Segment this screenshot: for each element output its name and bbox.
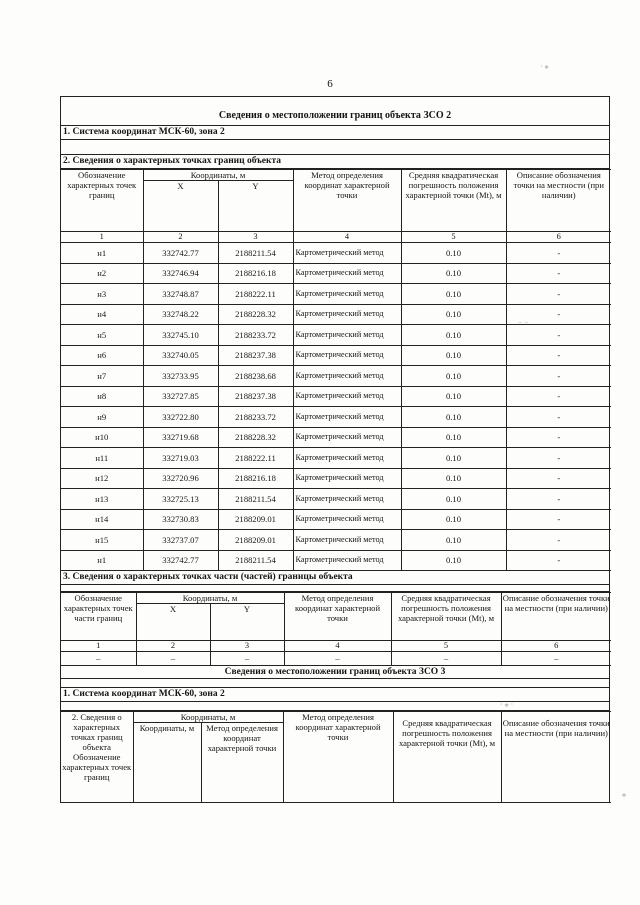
zso2-part-spacer [61, 585, 609, 592]
point-name-cell: н1 [61, 550, 143, 571]
zso3-header-designation-label: Обозначение характерных точек границ [62, 752, 132, 782]
header-point-designation: Обозначение характерных точек границ [61, 170, 143, 232]
x-cell: 332720.96 [143, 468, 218, 489]
y-cell: 2188211.54 [218, 489, 293, 510]
zso2-title: Сведения о местоположении границ объекта ЗСО 2 [61, 97, 609, 126]
description-cell: - [506, 448, 611, 469]
zso2-points-section-title: 2. Сведения о характерных точках границ объекта [61, 155, 609, 169]
y-cell: 2188209.01 [218, 509, 293, 530]
point-name-cell: н8 [61, 386, 143, 407]
zso3-header-designation [61, 712, 133, 803]
description-cell: - [506, 489, 611, 510]
method-cell: Картометрический метод [293, 407, 401, 428]
column-number: 5 [391, 641, 501, 652]
part-empty-row [61, 652, 611, 666]
point-name-cell: н15 [61, 530, 143, 551]
zso3-header-method-sub: Метод определения координат характерной точки [201, 723, 283, 803]
x-cell: 332719.68 [143, 427, 218, 448]
x-cell: 332746.94 [143, 263, 218, 284]
point-name-cell: н9 [61, 407, 143, 428]
table-row [61, 509, 611, 530]
y-cell: 2188216.18 [218, 468, 293, 489]
table-row [61, 304, 611, 325]
header-y: Y [218, 181, 293, 232]
mean-error-cell: 0.10 [401, 284, 506, 305]
zso3-title: Сведения о местоположении границ объекта ЗСО 3 [61, 666, 609, 679]
scan-speck: · ⁎ [540, 62, 549, 71]
method-cell: Картометрический метод [293, 509, 401, 530]
point-name-cell: н6 [61, 345, 143, 366]
table-row [61, 345, 611, 366]
description-cell: - [506, 325, 611, 346]
mean-error-cell: 0.10 [401, 489, 506, 510]
description-cell: - [506, 284, 611, 305]
zso3-header-section-label: 2. Сведения о характерных точках границ объекта [70, 712, 123, 752]
description-cell: - [506, 407, 611, 428]
x-cell: 332748.22 [143, 304, 218, 325]
part-header-designation: Обозначение характерных точек части границ [61, 593, 136, 641]
description-cell: - [506, 243, 611, 264]
y-cell: 2188237.38 [218, 386, 293, 407]
y-cell: 2188233.72 [218, 325, 293, 346]
description-cell: - [506, 366, 611, 387]
y-cell: 2188209.01 [218, 530, 293, 551]
y-cell: 2188211.54 [218, 550, 293, 571]
part-header-method: Метод определения координат характерной точки [284, 593, 391, 641]
part-header-x: X [136, 604, 210, 641]
column-number: 2 [143, 232, 218, 243]
header-mean-error: Средняя квадратическая погрешность положения характерной точки (Mt), м [401, 170, 506, 232]
header-description: Описание обозначения точки на местности (при наличии) [506, 170, 611, 232]
column-number: 1 [61, 232, 143, 243]
mean-error-cell: 0.10 [401, 448, 506, 469]
point-name-cell: н13 [61, 489, 143, 510]
description-cell: - [506, 509, 611, 530]
table-cell: – [61, 652, 136, 666]
column-numbers-row [61, 232, 611, 243]
description-cell: - [506, 304, 611, 325]
zso3-coordinate-system: 1. Система координат МСК-60, зона 2 [61, 688, 609, 702]
method-cell: Картометрический метод [293, 386, 401, 407]
table-row [61, 489, 611, 510]
y-cell: 2188233.72 [218, 407, 293, 428]
table-row [61, 530, 611, 551]
table-row [61, 407, 611, 428]
point-name-cell: н1 [61, 243, 143, 264]
description-cell: - [506, 345, 611, 366]
mean-error-cell: 0.10 [401, 366, 506, 387]
y-cell: 2188238.68 [218, 366, 293, 387]
x-cell: 332722.80 [143, 407, 218, 428]
point-name-cell: н10 [61, 427, 143, 448]
method-cell: Картометрический метод [293, 530, 401, 551]
method-cell: Картометрический метод [293, 263, 401, 284]
table-row [61, 366, 611, 387]
y-cell: 2188216.18 [218, 263, 293, 284]
point-name-cell: н5 [61, 325, 143, 346]
column-number: 6 [501, 641, 611, 652]
part-header-mean-error: Средняя квадратическая погрешность положения характерной точки (Mt), м [391, 593, 501, 641]
table-row [61, 243, 611, 264]
column-number: 5 [401, 232, 506, 243]
zso3-header-description: Описание обозначения точки на местности (при наличии) [501, 712, 611, 803]
scan-speck: ⁻ ⁻ [518, 320, 529, 329]
table-cell: – [136, 652, 210, 666]
column-number: 1 [61, 641, 136, 652]
zso3-header-method: Метод определения координат характерной точки [283, 712, 393, 803]
mean-error-cell: 0.10 [401, 263, 506, 284]
method-cell: Картометрический метод [293, 550, 401, 571]
part-header-y: Y [210, 604, 284, 641]
part-header-description: Описание обозначения точки на местности (при наличии) [501, 593, 611, 641]
description-cell: - [506, 550, 611, 571]
zso2-coordinate-system: 1. Система координат МСК-60, зона 2 [61, 126, 609, 140]
column-number: 6 [506, 232, 611, 243]
point-name-cell: н7 [61, 366, 143, 387]
method-cell: Картометрический метод [293, 366, 401, 387]
description-cell: - [506, 427, 611, 448]
mean-error-cell: 0.10 [401, 468, 506, 489]
y-cell: 2188228.32 [218, 304, 293, 325]
page-number: 6 [327, 78, 333, 90]
table-cell: – [391, 652, 501, 666]
method-cell: Картометрический метод [293, 284, 401, 305]
method-cell: Картометрический метод [293, 345, 401, 366]
x-cell: 332742.77 [143, 243, 218, 264]
method-cell: Картометрический метод [293, 325, 401, 346]
x-cell: 332748.87 [143, 284, 218, 305]
zso3-header-mean-error: Средняя квадратическая погрешность положения характерной точки (Mt), м [393, 712, 501, 803]
zso2-part-table [61, 592, 611, 666]
mean-error-cell: 0.10 [401, 386, 506, 407]
zso2-block [60, 96, 610, 803]
x-cell: 332730.83 [143, 509, 218, 530]
table-cell: – [210, 652, 284, 666]
y-cell: 2188222.11 [218, 284, 293, 305]
table-cell: – [284, 652, 391, 666]
x-cell: 332740.05 [143, 345, 218, 366]
part-column-numbers-row [61, 641, 611, 652]
x-cell: 332727.85 [143, 386, 218, 407]
zso3-header-coordinates-sub: Координаты, м [133, 723, 201, 803]
mean-error-cell: 0.10 [401, 509, 506, 530]
zso3-points-table [61, 711, 611, 803]
column-number: 3 [210, 641, 284, 652]
method-cell: Картометрический метод [293, 427, 401, 448]
mean-error-cell: 0.10 [401, 304, 506, 325]
mean-error-cell: 0.10 [401, 427, 506, 448]
x-cell: 332719.03 [143, 448, 218, 469]
y-cell: 2188211.54 [218, 243, 293, 264]
mean-error-cell: 0.10 [401, 550, 506, 571]
y-cell: 2188237.38 [218, 345, 293, 366]
header-coordinates: Координаты, м [143, 170, 293, 181]
zso2-points-table [61, 169, 611, 571]
column-number: 3 [218, 232, 293, 243]
x-cell: 332745.10 [143, 325, 218, 346]
mean-error-cell: 0.10 [401, 407, 506, 428]
zso3-spacer-2 [61, 702, 609, 711]
header-method: Метод определения координат характерной точки [293, 170, 401, 232]
zso3-header-coordinates: Координаты, м [133, 712, 283, 723]
table-row [61, 284, 611, 305]
header-x: X [143, 181, 218, 232]
method-cell: Картометрический метод [293, 489, 401, 510]
column-number: 4 [284, 641, 391, 652]
method-cell: Картометрический метод [293, 468, 401, 489]
table-row [61, 448, 611, 469]
description-cell: - [506, 386, 611, 407]
mean-error-cell: 0.10 [401, 243, 506, 264]
mean-error-cell: 0.10 [401, 530, 506, 551]
method-cell: Картометрический метод [293, 243, 401, 264]
table-row [61, 468, 611, 489]
point-name-cell: н14 [61, 509, 143, 530]
zso3-spacer [61, 679, 609, 688]
scan-speck: · ⁎ · [500, 700, 514, 709]
mean-error-cell: 0.10 [401, 345, 506, 366]
table-row [61, 386, 611, 407]
mean-error-cell: 0.10 [401, 325, 506, 346]
column-number: 2 [136, 641, 210, 652]
zso2-spacer [61, 140, 609, 155]
method-cell: Картометрический метод [293, 448, 401, 469]
scan-speck: ⁎ [622, 790, 626, 799]
point-name-cell: н2 [61, 263, 143, 284]
zso2-part-section-title: 3. Сведения о характерных точках части (частей) границы объекта [61, 571, 609, 585]
description-cell: - [506, 530, 611, 551]
table-row [61, 427, 611, 448]
document-sheet [60, 96, 610, 803]
point-name-cell: н3 [61, 284, 143, 305]
x-cell: 332733.95 [143, 366, 218, 387]
point-name-cell: н12 [61, 468, 143, 489]
point-name-cell: н11 [61, 448, 143, 469]
description-cell: - [506, 468, 611, 489]
table-row [61, 550, 611, 571]
table-cell: – [501, 652, 611, 666]
points-body [61, 243, 611, 571]
x-cell: 332725.13 [143, 489, 218, 510]
y-cell: 2188222.11 [218, 448, 293, 469]
table-row [61, 325, 611, 346]
column-number: 4 [293, 232, 401, 243]
x-cell: 332742.77 [143, 550, 218, 571]
table-row [61, 263, 611, 284]
part-header-coordinates: Координаты, м [136, 593, 284, 604]
description-cell: - [506, 263, 611, 284]
x-cell: 332737.07 [143, 530, 218, 551]
y-cell: 2188228.32 [218, 427, 293, 448]
point-name-cell: н4 [61, 304, 143, 325]
method-cell: Картометрический метод [293, 304, 401, 325]
